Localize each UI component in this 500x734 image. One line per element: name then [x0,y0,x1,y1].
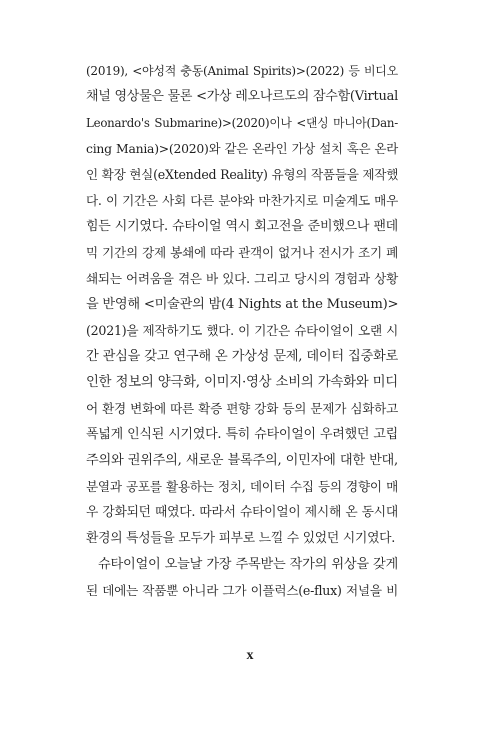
text-line: 폭넓게 인식된 시기였다. 특히 슈타이얼이 우려했던 고립 [86,427,398,442]
text-line: 채널 영상물은 물론 <가상 레오나르도의 잠수함(Virtual [86,89,399,104]
text-line: 분열과 공포를 활용하는 정치, 데이터 수집 등의 경향이 매 [86,479,398,494]
text-line: 간 관심을 갖고 연구해 온 가상성 문제, 데이터 집중화로 [86,349,398,364]
text-line: 된 데에는 작품뿐 아니라 그가 이플럭스(e-flux) 저널을 비 [86,583,398,598]
text-line: 힘든 시기였다. 슈타이얼 역시 회고전을 준비했으나 팬데 [86,219,398,234]
text-line: 주의와 권위주의, 새로운 블록주의, 이민자에 대한 반대, [86,453,398,468]
text-line: 을 반영해 <미술관의 밤(4 Nights at the Museum)> [86,297,399,312]
text-line: 어 환경 변화에 따른 확증 편향 강화 등의 문제가 심화하고 [86,401,398,416]
text-line: (2019), <야성적 충동(Animal Spirits)>(2022) 등 비디오 [86,64,398,78]
text-line: 믹 기간의 강제 봉쇄에 따라 관객이 없거나 전시가 조기 폐 [86,245,398,260]
text-line: 인한 정보의 양극화, 이미지·영상 소비의 가속화와 미디 [86,375,398,390]
text-line: 슈타이얼이 오늘날 가장 주목받는 작가의 위상을 갖게 [98,557,398,572]
text-line: 다. 이 기간은 사회 다른 분야와 마찬가지로 미술계도 매우 [86,193,398,208]
text-line: 환경의 특성들을 모두가 피부로 느낄 수 있었던 시기였다. [86,531,396,546]
page-number: x [246,648,254,663]
text-line: cing Mania)>(2020)와 같은 온라인 가상 설치 혹은 온라 [86,141,398,156]
text-line: 쇄되는 어려움을 겪은 바 있다. 그리고 당시의 경험과 상황 [86,271,398,286]
text-line: 인 확장 현실(eXtended Reality) 유형의 작품들을 제작했 [86,167,399,182]
text-line: 우 강화되던 때였다. 따라서 슈타이얼이 제시해 온 동시대 [86,505,398,520]
text-line: (2021)을 제작하기도 했다. 이 기간은 슈타이얼이 오랜 시 [86,323,398,338]
text-line: Leonardo's Submarine)>(2020)이나 <댄싱 마니아(Dan- [86,116,398,130]
